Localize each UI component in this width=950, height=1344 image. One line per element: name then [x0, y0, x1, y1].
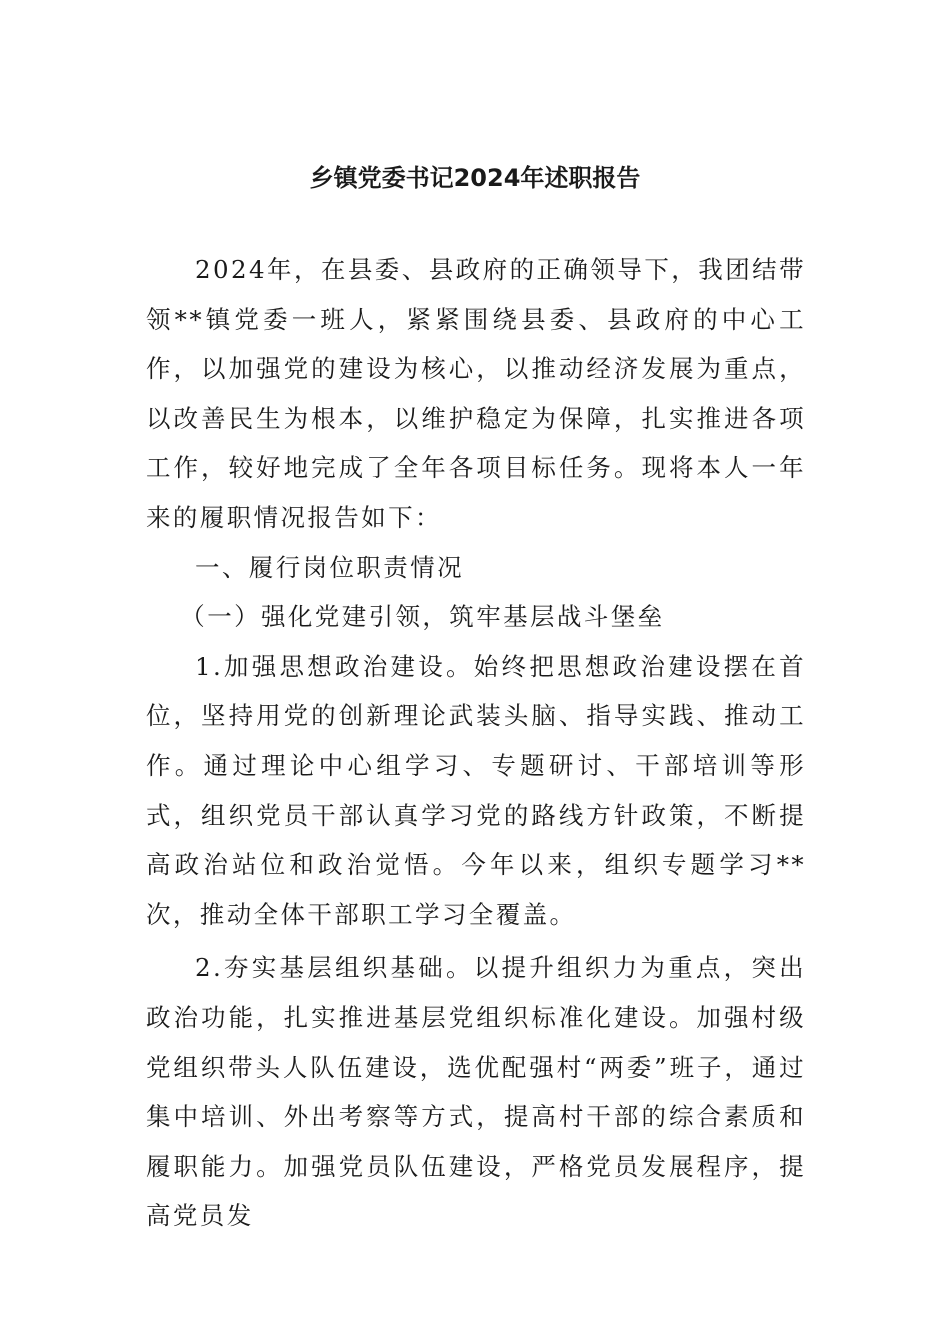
document-body [146, 245, 806, 1241]
body-paragraph: 1.加强思想政治建设。始终把思想政治建设摆在首位，坚持用党的创新理论武装头脑、指导实践、推动工作。通过理论中心组学习、专题研讨、干部培训等形式，组织党员干部认真学习党的路线方针政策，不断提高政治站位和政治觉悟。今年以来，组织专题学习**次，推动全体干部职工学习全覆盖。 [146, 651, 806, 929]
intro-paragraph: 2024年，在县委、县政府的正确领导下，我团结带领**镇党委一班人，紧紧围绕县委、县政府的中心工作，以加强党的建设为核心，以推动经济发展为重点，以改善民生为根本，以维护稳定为保障，扎实推进各项工作，较好地完成了全年各项目标任务。现将本人一年来的履职情况报告如下： [146, 255, 806, 532]
body-paragraph: 2.夯实基层组织基础。以提升组织力为重点，突出政治功能，扎实推进基层党组织标准化建设。加强村级党组织带头人队伍建设，选优配强村“两委”班子，通过集中培训、外出考察等方式，提高村干部的综合素质和履职能力。加强党员队伍建设，严格党员发展程序，提高党员发 [146, 953, 806, 1231]
document-title: 乡镇党委书记2024年述职报告 [309, 164, 641, 192]
section-heading: 一、履行岗位职责情况 [195, 552, 464, 582]
subsection-heading: （一）强化党建引领，筑牢基层战斗堡垒 [180, 602, 665, 632]
